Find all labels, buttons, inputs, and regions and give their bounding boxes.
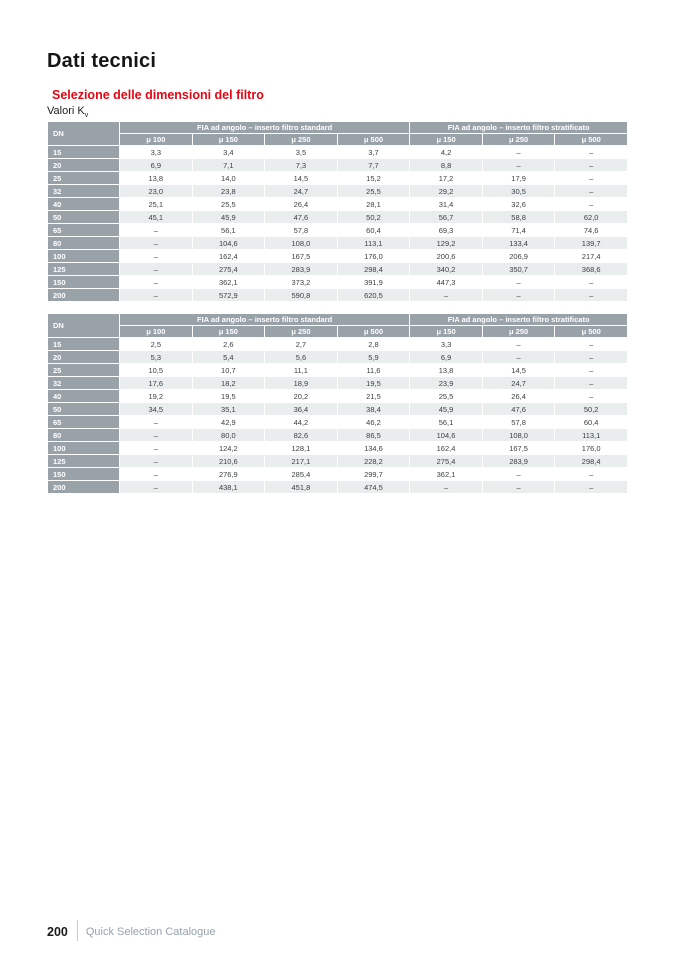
micron-column-header: μ 250 bbox=[483, 134, 555, 145]
value-cell: 162,4 bbox=[410, 442, 482, 454]
dn-cell: 150 bbox=[48, 276, 119, 288]
value-cell: 620,5 bbox=[338, 289, 410, 301]
value-cell: – bbox=[120, 224, 192, 236]
micron-column-header: μ 150 bbox=[410, 134, 482, 145]
table-row bbox=[48, 403, 627, 415]
value-cell: 13,8 bbox=[410, 364, 482, 376]
value-cell: 13,8 bbox=[120, 172, 192, 184]
group-header: FIA ad angolo – inserto filtro standard bbox=[120, 122, 409, 133]
value-cell: 228,2 bbox=[338, 455, 410, 467]
value-cell: 283,9 bbox=[265, 263, 337, 275]
value-cell: 283,9 bbox=[483, 455, 555, 467]
value-cell: 69,3 bbox=[410, 224, 482, 236]
dn-column-header: DN bbox=[48, 314, 119, 337]
value-cell: 162,4 bbox=[193, 250, 265, 262]
value-cell: 108,0 bbox=[483, 429, 555, 441]
value-cell: 17,6 bbox=[120, 377, 192, 389]
value-cell: 35,1 bbox=[193, 403, 265, 415]
table-row bbox=[48, 351, 627, 363]
dn-cell: 15 bbox=[48, 338, 119, 350]
value-cell: 167,5 bbox=[483, 442, 555, 454]
value-cell: – bbox=[555, 468, 627, 480]
table-row bbox=[48, 237, 627, 249]
value-cell: – bbox=[555, 276, 627, 288]
value-cell: 129,2 bbox=[410, 237, 482, 249]
value-cell: 60,4 bbox=[338, 224, 410, 236]
value-cell: 7,7 bbox=[338, 159, 410, 171]
value-cell: 3,7 bbox=[338, 146, 410, 158]
value-cell: 391,9 bbox=[338, 276, 410, 288]
value-cell: – bbox=[120, 481, 192, 493]
value-cell: 298,4 bbox=[338, 263, 410, 275]
value-cell: – bbox=[483, 468, 555, 480]
value-cell: 18,9 bbox=[265, 377, 337, 389]
value-cell: – bbox=[483, 338, 555, 350]
micron-column-header: μ 500 bbox=[555, 326, 627, 337]
value-cell: 3,3 bbox=[120, 146, 192, 158]
value-cell: 25,5 bbox=[338, 185, 410, 197]
value-cell: 46,2 bbox=[338, 416, 410, 428]
value-cell: 2,5 bbox=[120, 338, 192, 350]
dn-cell: 125 bbox=[48, 263, 119, 275]
dn-cell: 80 bbox=[48, 237, 119, 249]
micron-column-header: μ 150 bbox=[193, 326, 265, 337]
value-cell: 3,4 bbox=[193, 146, 265, 158]
value-cell: – bbox=[483, 159, 555, 171]
kv-table-upper bbox=[47, 121, 628, 302]
value-cell: 285,4 bbox=[265, 468, 337, 480]
micron-column-header: μ 150 bbox=[410, 326, 482, 337]
value-cell: 2,6 bbox=[193, 338, 265, 350]
page-footer bbox=[47, 921, 216, 943]
dn-cell: 20 bbox=[48, 351, 119, 363]
value-cell: – bbox=[120, 289, 192, 301]
table-row bbox=[48, 276, 627, 288]
value-cell: 50,2 bbox=[338, 211, 410, 223]
value-cell: 6,9 bbox=[120, 159, 192, 171]
value-cell: 18,2 bbox=[193, 377, 265, 389]
value-cell: 134,6 bbox=[338, 442, 410, 454]
value-cell: 11,6 bbox=[338, 364, 410, 376]
value-cell: 42,9 bbox=[193, 416, 265, 428]
value-cell: 447,3 bbox=[410, 276, 482, 288]
value-cell: 3,5 bbox=[265, 146, 337, 158]
kv-table-lower bbox=[47, 313, 628, 494]
value-cell: – bbox=[555, 377, 627, 389]
table-row bbox=[48, 172, 627, 184]
value-cell: 21,5 bbox=[338, 390, 410, 402]
value-cell: 31,4 bbox=[410, 198, 482, 210]
dn-cell: 65 bbox=[48, 224, 119, 236]
value-cell: – bbox=[120, 250, 192, 262]
micron-column-header: μ 500 bbox=[338, 326, 410, 337]
value-cell: 104,6 bbox=[410, 429, 482, 441]
table-row bbox=[48, 377, 627, 389]
value-cell: 86,5 bbox=[338, 429, 410, 441]
table-row bbox=[48, 364, 627, 376]
micron-column-header: μ 100 bbox=[120, 326, 192, 337]
value-cell: 56,1 bbox=[410, 416, 482, 428]
dn-cell: 32 bbox=[48, 377, 119, 389]
table-row bbox=[48, 429, 627, 441]
dn-cell: 20 bbox=[48, 159, 119, 171]
dn-cell: 100 bbox=[48, 250, 119, 262]
section-heading: Selezione delle dimensioni del filtro bbox=[52, 88, 264, 102]
value-cell: 438,1 bbox=[193, 481, 265, 493]
value-cell: – bbox=[120, 276, 192, 288]
dn-cell: 25 bbox=[48, 172, 119, 184]
dn-cell: 200 bbox=[48, 481, 119, 493]
value-cell: – bbox=[483, 351, 555, 363]
value-cell: 275,4 bbox=[193, 263, 265, 275]
value-cell: 200,6 bbox=[410, 250, 482, 262]
value-cell: – bbox=[555, 159, 627, 171]
value-cell: – bbox=[120, 416, 192, 428]
value-cell: 24,7 bbox=[483, 377, 555, 389]
value-cell: 57,8 bbox=[483, 416, 555, 428]
value-cell: 74,6 bbox=[555, 224, 627, 236]
value-cell: 128,1 bbox=[265, 442, 337, 454]
dn-cell: 150 bbox=[48, 468, 119, 480]
value-cell: 56,1 bbox=[193, 224, 265, 236]
value-cell: 26,4 bbox=[483, 390, 555, 402]
table-row bbox=[48, 468, 627, 480]
value-cell: 45,9 bbox=[410, 403, 482, 415]
value-cell: 340,2 bbox=[410, 263, 482, 275]
value-cell: 14,0 bbox=[193, 172, 265, 184]
value-cell: 2,8 bbox=[338, 338, 410, 350]
value-cell: – bbox=[410, 481, 482, 493]
value-cell: 7,3 bbox=[265, 159, 337, 171]
value-cell: 299,7 bbox=[338, 468, 410, 480]
value-cell: – bbox=[555, 351, 627, 363]
value-cell: 47,6 bbox=[265, 211, 337, 223]
page-title: Dati tecnici bbox=[47, 50, 157, 72]
value-cell: 23,0 bbox=[120, 185, 192, 197]
table-row bbox=[48, 338, 627, 350]
value-cell: – bbox=[555, 390, 627, 402]
value-cell: 5,6 bbox=[265, 351, 337, 363]
value-cell: 23,9 bbox=[410, 377, 482, 389]
value-cell: 113,1 bbox=[555, 429, 627, 441]
value-cell: 8,8 bbox=[410, 159, 482, 171]
value-cell: 58,8 bbox=[483, 211, 555, 223]
table-row bbox=[48, 211, 627, 223]
table-row bbox=[48, 455, 627, 467]
table-row bbox=[48, 224, 627, 236]
dn-cell: 125 bbox=[48, 455, 119, 467]
value-cell: 19,2 bbox=[120, 390, 192, 402]
value-cell: 50,2 bbox=[555, 403, 627, 415]
value-cell: – bbox=[555, 289, 627, 301]
value-cell: 47,6 bbox=[483, 403, 555, 415]
value-cell: 6,9 bbox=[410, 351, 482, 363]
kv-label-subscript: v bbox=[84, 112, 89, 120]
value-cell: 139,7 bbox=[555, 237, 627, 249]
dn-cell: 100 bbox=[48, 442, 119, 454]
value-cell: 32,6 bbox=[483, 198, 555, 210]
value-cell: 362,1 bbox=[193, 276, 265, 288]
value-cell: – bbox=[483, 146, 555, 158]
value-cell: 368,6 bbox=[555, 263, 627, 275]
value-cell: – bbox=[555, 364, 627, 376]
value-cell: 176,0 bbox=[555, 442, 627, 454]
dn-cell: 80 bbox=[48, 429, 119, 441]
group-header: FIA ad angolo – inserto filtro standard bbox=[120, 314, 409, 325]
value-cell: 71,4 bbox=[483, 224, 555, 236]
table-row bbox=[48, 390, 627, 402]
micron-column-header: μ 150 bbox=[193, 134, 265, 145]
value-cell: 56,7 bbox=[410, 211, 482, 223]
micron-column-header: μ 500 bbox=[555, 134, 627, 145]
value-cell: 25,5 bbox=[410, 390, 482, 402]
value-cell: – bbox=[120, 263, 192, 275]
table-row bbox=[48, 198, 627, 210]
micron-column-header: μ 250 bbox=[483, 326, 555, 337]
value-cell: 474,5 bbox=[338, 481, 410, 493]
value-cell: – bbox=[555, 198, 627, 210]
dn-cell: 40 bbox=[48, 198, 119, 210]
value-cell: 373,2 bbox=[265, 276, 337, 288]
value-cell: 15,2 bbox=[338, 172, 410, 184]
value-cell: 7,1 bbox=[193, 159, 265, 171]
value-cell: 11,1 bbox=[265, 364, 337, 376]
value-cell: – bbox=[120, 442, 192, 454]
value-cell: 276,9 bbox=[193, 468, 265, 480]
value-cell: 124,2 bbox=[193, 442, 265, 454]
table-row bbox=[48, 481, 627, 493]
value-cell: 217,4 bbox=[555, 250, 627, 262]
value-cell: – bbox=[555, 185, 627, 197]
value-cell: 2,7 bbox=[265, 338, 337, 350]
value-cell: 45,1 bbox=[120, 211, 192, 223]
value-cell: 17,9 bbox=[483, 172, 555, 184]
value-cell: 113,1 bbox=[338, 237, 410, 249]
value-cell: 60,4 bbox=[555, 416, 627, 428]
value-cell: 14,5 bbox=[265, 172, 337, 184]
group-header: FIA ad angolo – inserto filtro stratificato bbox=[410, 122, 627, 133]
table-row bbox=[48, 416, 627, 428]
value-cell: – bbox=[483, 289, 555, 301]
micron-column-header: μ 100 bbox=[120, 134, 192, 145]
micron-column-header: μ 250 bbox=[265, 134, 337, 145]
value-cell: 19,5 bbox=[193, 390, 265, 402]
value-cell: – bbox=[120, 468, 192, 480]
value-cell: – bbox=[483, 276, 555, 288]
dn-cell: 50 bbox=[48, 211, 119, 223]
value-cell: – bbox=[555, 146, 627, 158]
value-cell: – bbox=[410, 289, 482, 301]
value-cell: 108,0 bbox=[265, 237, 337, 249]
value-cell: – bbox=[555, 338, 627, 350]
value-cell: 275,4 bbox=[410, 455, 482, 467]
value-cell: 25,1 bbox=[120, 198, 192, 210]
dn-cell: 65 bbox=[48, 416, 119, 428]
value-cell: – bbox=[120, 237, 192, 249]
value-cell: 80,0 bbox=[193, 429, 265, 441]
value-cell: 104,6 bbox=[193, 237, 265, 249]
table-row bbox=[48, 159, 627, 171]
value-cell: 210,6 bbox=[193, 455, 265, 467]
footer-divider bbox=[77, 920, 78, 941]
value-cell: 5,9 bbox=[338, 351, 410, 363]
value-cell: 10,7 bbox=[193, 364, 265, 376]
value-cell: 298,4 bbox=[555, 455, 627, 467]
value-cell: 57,8 bbox=[265, 224, 337, 236]
value-cell: – bbox=[555, 172, 627, 184]
value-cell: 23,8 bbox=[193, 185, 265, 197]
table-row bbox=[48, 442, 627, 454]
value-cell: 25,5 bbox=[193, 198, 265, 210]
value-cell: 24,7 bbox=[265, 185, 337, 197]
value-cell: 206,9 bbox=[483, 250, 555, 262]
footer-page-number: 200 bbox=[47, 925, 68, 939]
kv-label-main: Valori K bbox=[47, 105, 85, 117]
value-cell: 167,5 bbox=[265, 250, 337, 262]
dn-cell: 25 bbox=[48, 364, 119, 376]
value-cell: 451,8 bbox=[265, 481, 337, 493]
value-cell: – bbox=[555, 481, 627, 493]
table-row bbox=[48, 185, 627, 197]
value-cell: 3,3 bbox=[410, 338, 482, 350]
value-cell: 36,4 bbox=[265, 403, 337, 415]
value-cell: 572,9 bbox=[193, 289, 265, 301]
micron-column-header: μ 500 bbox=[338, 134, 410, 145]
value-cell: 176,0 bbox=[338, 250, 410, 262]
table-row bbox=[48, 146, 627, 158]
value-cell: 44,2 bbox=[265, 416, 337, 428]
dn-cell: 200 bbox=[48, 289, 119, 301]
table-row bbox=[48, 263, 627, 275]
value-cell: 5,4 bbox=[193, 351, 265, 363]
value-cell: 34,5 bbox=[120, 403, 192, 415]
micron-column-header: μ 250 bbox=[265, 326, 337, 337]
value-cell: 45,9 bbox=[193, 211, 265, 223]
value-cell: 362,1 bbox=[410, 468, 482, 480]
value-cell: – bbox=[120, 455, 192, 467]
value-cell: 5,3 bbox=[120, 351, 192, 363]
dn-cell: 15 bbox=[48, 146, 119, 158]
footer-catalogue-name: Quick Selection Catalogue bbox=[85, 926, 216, 938]
value-cell: 29,2 bbox=[410, 185, 482, 197]
dn-cell: 50 bbox=[48, 403, 119, 415]
value-cell: 82,6 bbox=[265, 429, 337, 441]
group-header: FIA ad angolo – inserto filtro stratificato bbox=[410, 314, 627, 325]
value-cell: 4,2 bbox=[410, 146, 482, 158]
value-cell: 350,7 bbox=[483, 263, 555, 275]
value-cell: 10,5 bbox=[120, 364, 192, 376]
value-cell: 17,2 bbox=[410, 172, 482, 184]
value-cell: 14,5 bbox=[483, 364, 555, 376]
dn-cell: 40 bbox=[48, 390, 119, 402]
table-row bbox=[48, 289, 627, 301]
value-cell: – bbox=[120, 429, 192, 441]
value-cell: 26,4 bbox=[265, 198, 337, 210]
value-cell: 217,1 bbox=[265, 455, 337, 467]
value-cell: 62,0 bbox=[555, 211, 627, 223]
table-row bbox=[48, 250, 627, 262]
value-cell: 19,5 bbox=[338, 377, 410, 389]
dn-cell: 32 bbox=[48, 185, 119, 197]
value-cell: – bbox=[483, 481, 555, 493]
dn-column-header: DN bbox=[48, 122, 119, 145]
kv-values-label bbox=[47, 105, 628, 120]
value-cell: 590,8 bbox=[265, 289, 337, 301]
value-cell: 30,5 bbox=[483, 185, 555, 197]
value-cell: 38,4 bbox=[338, 403, 410, 415]
value-cell: 28,1 bbox=[338, 198, 410, 210]
value-cell: 20,2 bbox=[265, 390, 337, 402]
value-cell: 133,4 bbox=[483, 237, 555, 249]
